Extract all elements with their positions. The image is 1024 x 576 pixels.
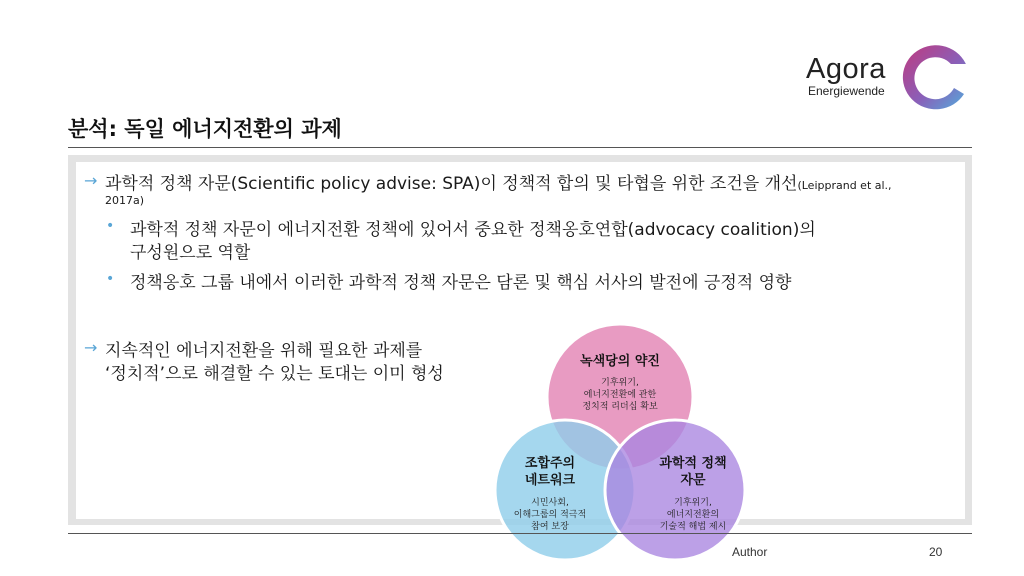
venn-right-desc-3: 기술적 해법 제시 — [659, 522, 727, 532]
venn-right-title-1: 과학적 정책 — [659, 456, 727, 471]
title-divider — [68, 147, 972, 148]
footer-author: Author — [732, 545, 768, 559]
footer-divider — [68, 533, 972, 534]
venn-circle-right — [605, 420, 745, 560]
venn-left-title-2: 네트워크 — [524, 473, 576, 488]
point-2-line-1: 지속적인 에너지전환을 위해 필요한 과제를 — [105, 341, 423, 361]
point-1-main: 과학적 정책 자문(Scientific policy advise: SPA)이 정책적 합의 및 타협을 위한 조건을 개선 — [105, 174, 798, 194]
arrow-bullet-icon: → — [84, 338, 98, 357]
venn-top-desc-3: 정치적 리더십 확보 — [582, 402, 658, 412]
page-number: 20 — [929, 545, 943, 559]
venn-top-desc-2: 에너지전환에 관한 — [583, 390, 657, 400]
subpoint-2-line-1: 정책옹호 그룹 내에서 이러한 과학적 정책 자문은 담론 및 핵심 서사의 발전에 긍정적 영향 — [130, 273, 792, 293]
venn-right-title-2: 자문 — [680, 473, 706, 488]
point-2-line-2: ‘정치적’으로 해결할 수 있는 토대는 이미 형성 — [105, 364, 444, 384]
page-title: 분석: 독일 에너지전환의 과제 — [68, 117, 342, 141]
venn-left-title-1: 조합주의 — [524, 456, 576, 471]
point-1-citation: (Leipprand et al., — [797, 179, 892, 192]
logo — [806, 54, 886, 98]
dot-bullet-icon: • — [106, 271, 115, 287]
point-1-text — [105, 169, 892, 194]
arrow-bullet-icon: → — [84, 171, 98, 190]
venn-top-title: 녹색당의 약진 — [580, 354, 660, 369]
dot-bullet-icon: • — [106, 218, 115, 234]
venn-left-desc-3: 참여 보장 — [531, 522, 569, 532]
subpoint-1-line-1: 과학적 정책 자문이 에너지전환 정책에 있어서 중요한 정책옹호연합(advocacy coalition)의 — [130, 220, 816, 240]
venn-right-desc-2: 에너지전환의 — [666, 510, 720, 520]
point-1-citation-cont: 2017a) — [105, 194, 145, 207]
venn-left-desc-1: 시민사회, — [531, 498, 569, 508]
logo-tagline: Energiewende — [808, 84, 885, 98]
venn-top-desc-1: 기후위기, — [601, 378, 639, 388]
logo-name: Agora — [806, 53, 886, 85]
agora-logo-icon — [898, 42, 972, 110]
subpoint-1-line-2: 구성원으로 역할 — [130, 243, 251, 263]
venn-diagram — [490, 318, 760, 576]
venn-right-desc-1: 기후위기, — [674, 498, 712, 508]
venn-left-desc-2: 이해그룹의 적극적 — [513, 510, 587, 520]
